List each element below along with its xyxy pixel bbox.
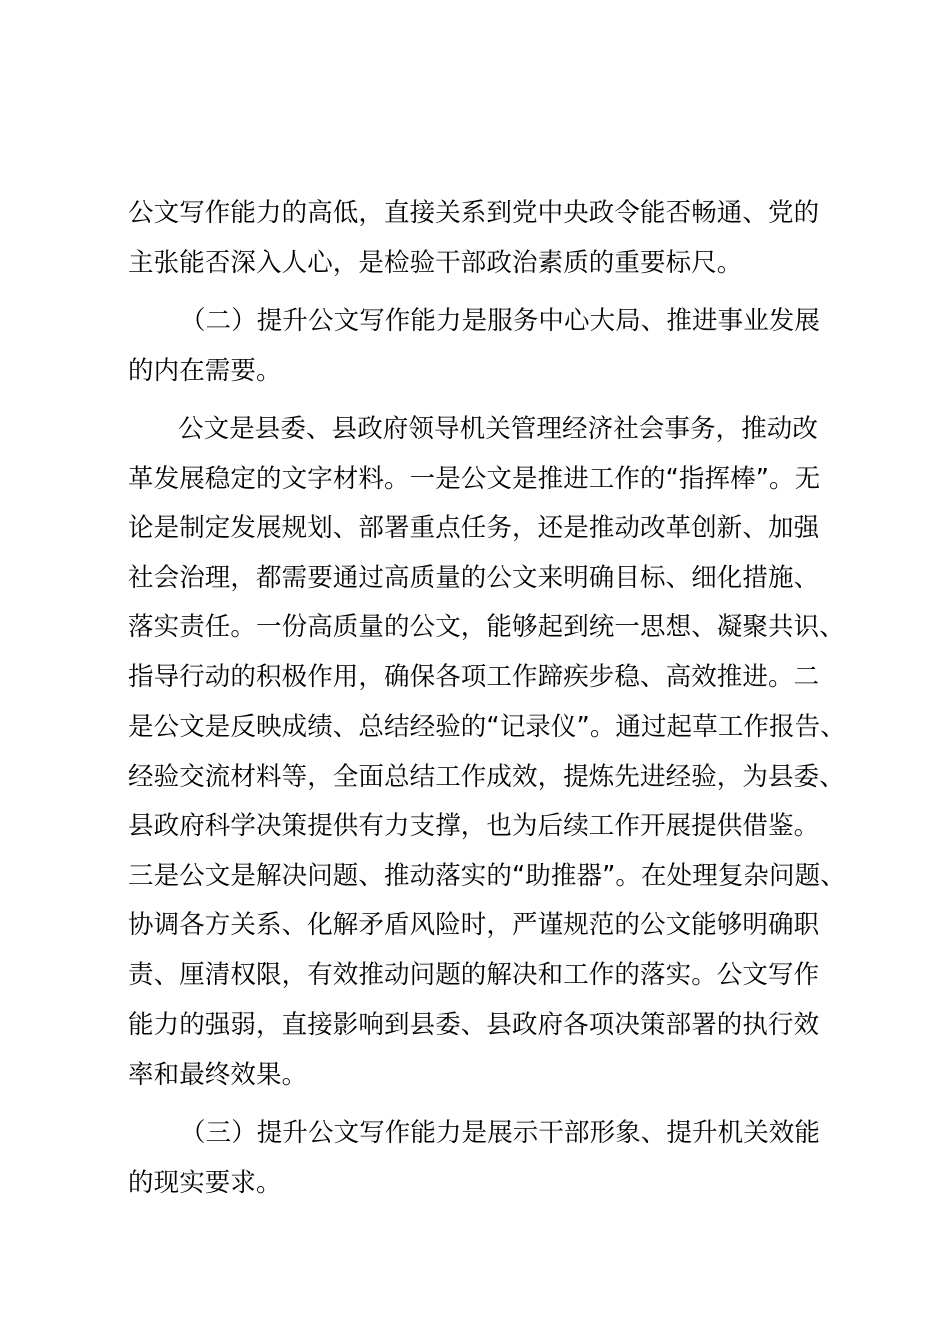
text-line: 能力的强弱，直接影响到县委、县政府各项决策部署的执行效 bbox=[128, 1010, 820, 1040]
text-line: 主张能否深入人心，是检验干部政治素质的重要标尺。 bbox=[128, 248, 743, 278]
heading-line: （三）提升公文写作能力是展示干部形象、提升机关效能 bbox=[180, 1118, 821, 1148]
heading-line: 的内在需要。 bbox=[128, 356, 282, 386]
text-line: 指导行动的积极作用，确保各项工作蹄疾步稳、高效推进。二 bbox=[128, 662, 820, 692]
text-line: 革发展稳定的文字材料。一是公文是推进工作的“指挥棒”。无 bbox=[128, 464, 821, 494]
text-line: 落实责任。一份高质量的公文，能够起到统一思想、凝聚共识、 bbox=[128, 612, 845, 642]
text-line: 责、厘清权限，有效推动问题的解决和工作的落实。公文写作 bbox=[128, 960, 820, 990]
text-line: 公文是县委、县政府领导机关管理经济社会事务，推动改 bbox=[178, 414, 819, 444]
text-line: 社会治理，都需要通过高质量的公文来明确目标、细化措施、 bbox=[128, 563, 820, 593]
text-line: 论是制定发展规划、部署重点任务，还是推动改革创新、加强 bbox=[128, 513, 820, 543]
text-line: 协调各方关系、化解矛盾风险时，严谨规范的公文能够明确职 bbox=[128, 910, 820, 940]
text-line: 是公文是反映成绩、总结经验的“记录仪”。通过起草工作报告、 bbox=[128, 712, 846, 742]
text-line: 经验交流材料等，全面总结工作成效，提炼先进经验，为县委、 bbox=[128, 762, 845, 792]
text-line: 公文写作能力的高低，直接关系到党中央政令能否畅通、党的 bbox=[128, 198, 820, 228]
text-line: 三是公文是解决问题、推动落实的“助推器”。在处理复杂问题、 bbox=[128, 861, 846, 891]
text-line: 率和最终效果。 bbox=[128, 1060, 308, 1090]
heading-line: （二）提升公文写作能力是服务中心大局、推进事业发展 bbox=[180, 306, 821, 336]
heading-line: 的现实要求。 bbox=[128, 1168, 282, 1198]
text-line: 县政府科学决策提供有力支撑，也为后续工作开展提供借鉴。 bbox=[128, 811, 820, 841]
